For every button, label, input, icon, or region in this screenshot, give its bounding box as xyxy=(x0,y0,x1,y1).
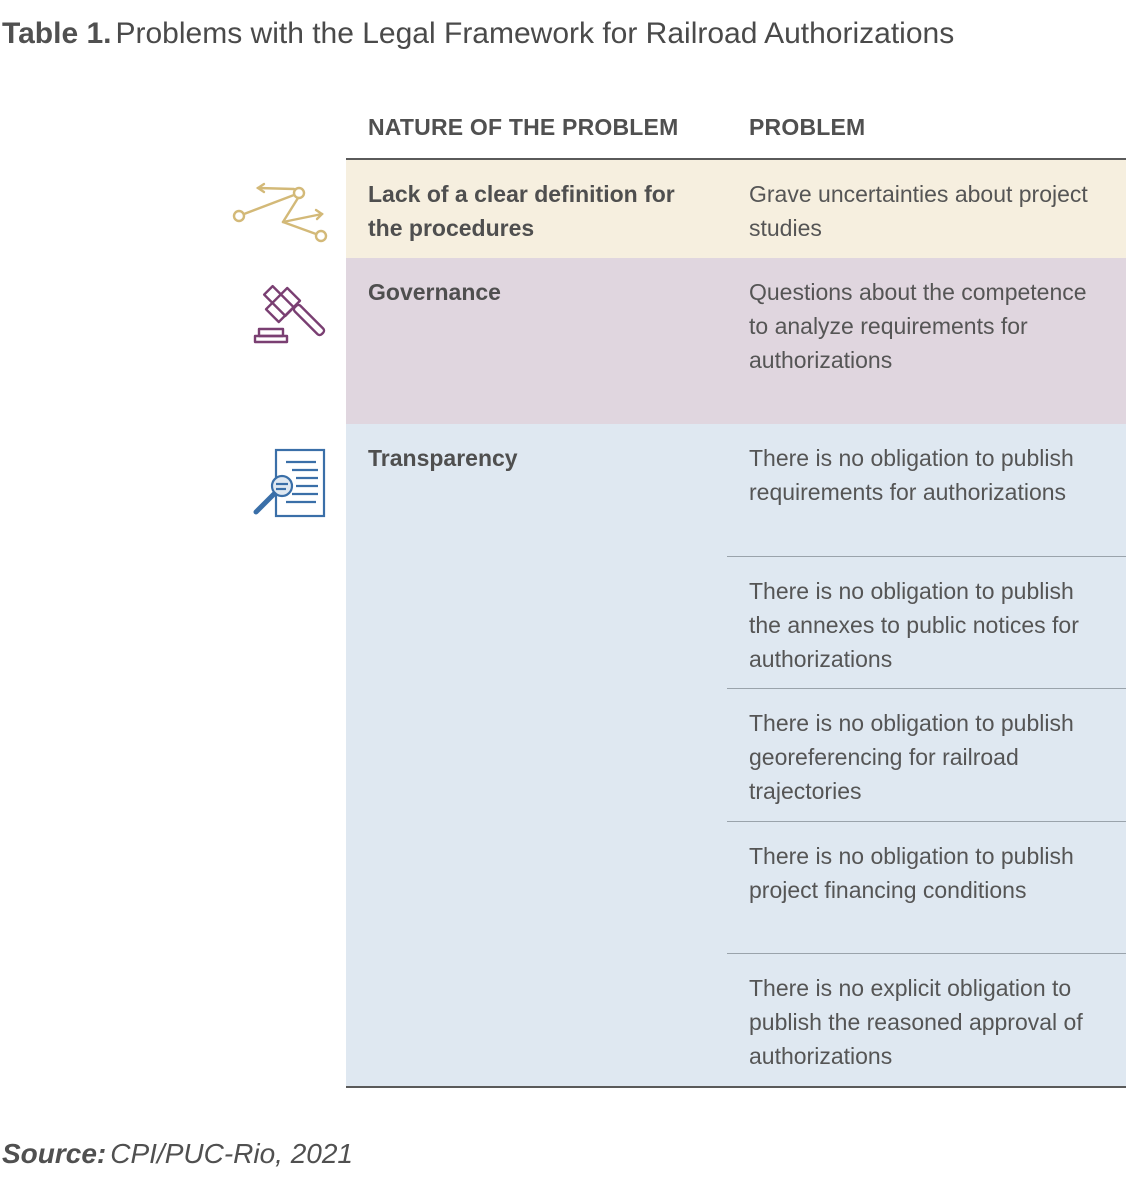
table-header xyxy=(346,110,1126,160)
row-transparency xyxy=(346,424,1126,1088)
problem-georeferencing: There is no obligation to publish georeferencing for railroad trajectories xyxy=(749,710,1074,804)
network-arrows-icon xyxy=(228,180,332,251)
table-title-text: Problems with the Legal Framework for Railroad Authorizations xyxy=(115,17,955,50)
problem-annexes: There is no obligation to publish the annexes to public notices for authorizations xyxy=(749,578,1079,672)
source-lead: Source: xyxy=(2,1138,107,1169)
problem-financing: There is no obligation to publish project financing conditions xyxy=(749,843,1074,903)
table-title xyxy=(2,14,954,54)
source-text: CPI/PUC-Rio, 2021 xyxy=(110,1138,354,1169)
problem-requirements: There is no obligation to publish requirements for authorizations xyxy=(749,445,1074,505)
problem-reasoned-approval: There is no explicit obligation to publish the reasoned approval of authorizations xyxy=(749,975,1083,1069)
row-governance xyxy=(346,258,1126,424)
problem-project-studies: Grave uncertainties about project studies xyxy=(749,181,1088,241)
problem-cell xyxy=(727,557,1126,689)
nature-lack-of-definition: Lack of a clear definition for the procedures xyxy=(368,181,675,241)
table-title-lead: Table 1. xyxy=(2,17,112,50)
nature-transparency: Transparency xyxy=(368,445,518,471)
problem-cell xyxy=(727,424,1126,557)
problem-cell xyxy=(727,954,1126,1086)
problem-competence: Questions about the competence to analyze requirements for authorizations xyxy=(749,279,1087,373)
problem-cell xyxy=(727,689,1126,822)
problem-cell xyxy=(727,822,1126,954)
source-note xyxy=(2,1138,353,1170)
header-nature: NATURE OF THE PROBLEM xyxy=(368,114,679,140)
header-problem: PROBLEM xyxy=(749,114,866,140)
row-lack-of-definition xyxy=(346,160,1126,258)
document-magnifier-icon xyxy=(248,446,332,525)
nature-governance: Governance xyxy=(368,279,501,305)
gavel-icon xyxy=(250,280,334,359)
